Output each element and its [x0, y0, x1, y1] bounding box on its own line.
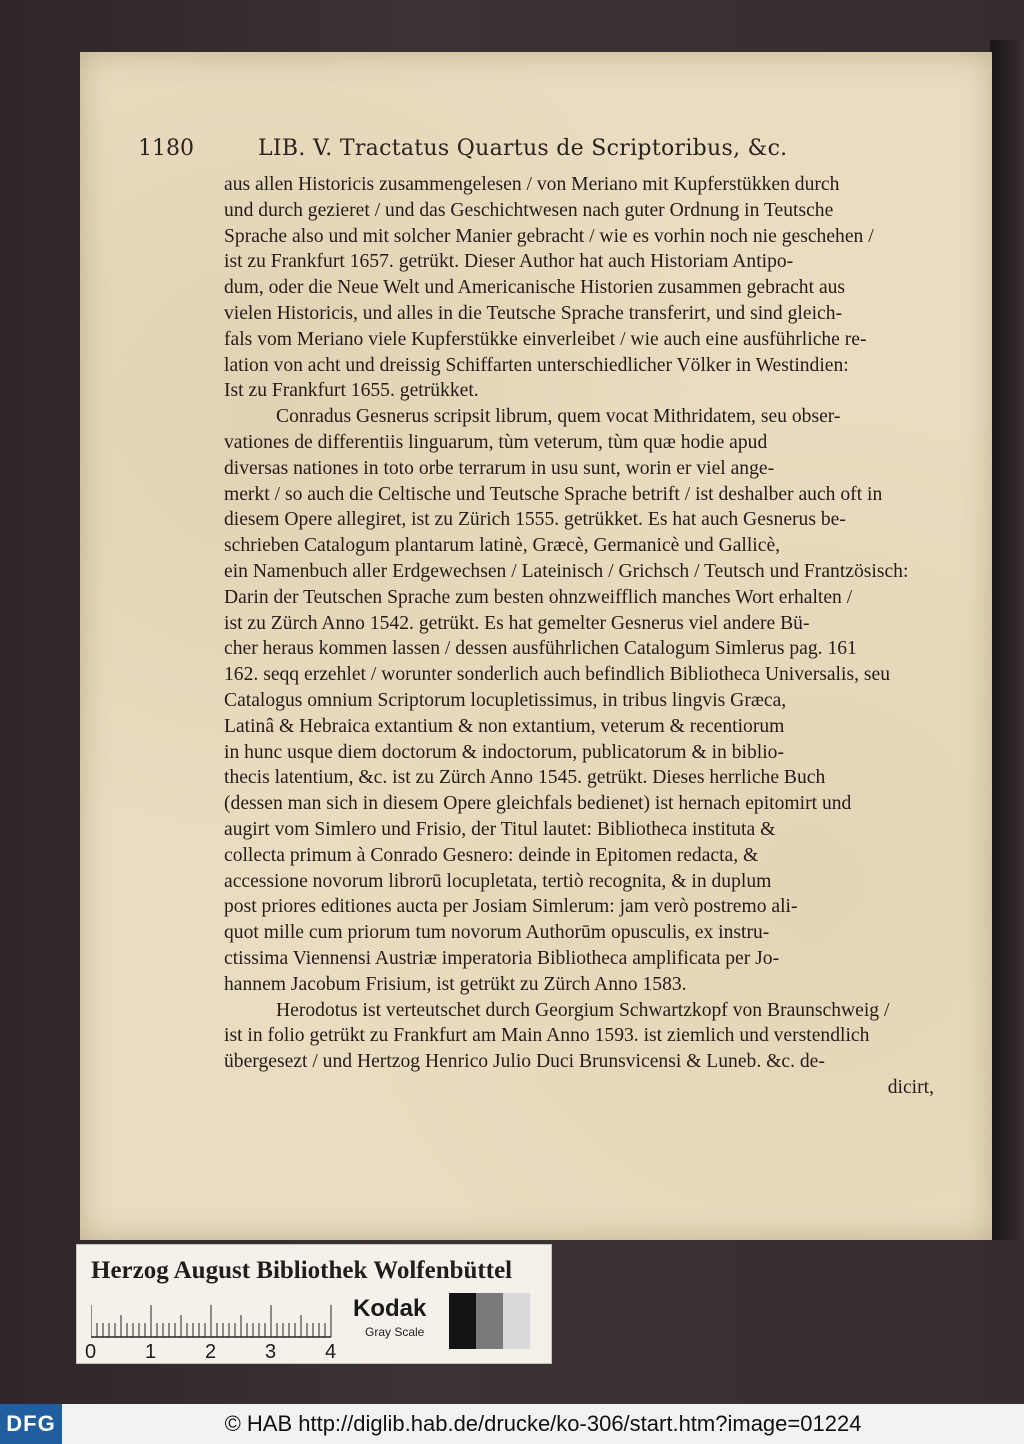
ruler-number: 3 [265, 1341, 277, 1363]
gray-scale-label: Gray Scale [365, 1325, 425, 1339]
body-text [224, 172, 934, 1101]
text-line: fals vom Meriano viele Kupferstükke einverleibet / wie auch eine ausführliche re- [224, 328, 867, 350]
kodak-logo: Kodak [353, 1295, 427, 1322]
text-line: Conradus Gesnerus scripsit librum, quem vocat Mithridatem, seu obser- [276, 406, 841, 428]
text-line: 162. seqq erzehlet / worunter sonderlich auch befindlich Bibliotheca Universalis, seu [224, 664, 890, 686]
text-line: diesem Opere allegiret, ist zu Zürich 1555. getrükket. Es hat auch Gesnerus be- [224, 509, 846, 531]
text-line: schrieben Catalogum plantarum latinè, Græcè, Germanicè und Gallicè, [224, 535, 781, 557]
gray-swatch [449, 1293, 476, 1349]
text-line: ist zu Frankfurt 1657. getrükt. Dieser Author hat auch Historiam Antipo- [224, 251, 794, 273]
text-line: Darin der Teutschen Sprache zum besten ohnzweifflich manches Wort erhalten / [224, 586, 853, 608]
text-line: hannem Jacobum Frisium, ist getrükt zu Zürch Anno 1583. [224, 973, 687, 995]
gray-swatch [476, 1293, 503, 1349]
text-line: Herodotus ist verteutschet durch Georgium Schwartzkopf von Braunschweig / [276, 999, 890, 1021]
book-spine [990, 40, 1024, 1240]
text-line: und durch gezieret / und das Geschichtwesen nach guter Ordnung in Teutsche [224, 199, 834, 221]
ruler-number: 4 [325, 1341, 337, 1363]
text-line: (dessen man sich in diesem Opere gleichfals bedienet) ist hernach epitomirt und [224, 793, 852, 815]
text-line: ein Namenbuch aller Erdgewechsen / Lateinisch / Grichsch / Teutsch und Frantzösisch: [224, 560, 909, 582]
text-line: vationes de differentiis linguarum, tùm veterum, tùm quæ hodie apud [224, 431, 768, 453]
text-line: Sprache also und mit solcher Manier gebracht / wie es vorhin noch nie geschehen / [224, 225, 874, 247]
text-line: Ist zu Frankfurt 1655. getrükket. [224, 380, 479, 402]
text-line: ist zu Zürch Anno 1542. getrükt. Es hat gemelter Gesnerus viel andere Bü- [224, 612, 810, 634]
library-name: Herzog August Bibliothek Wolfenbüttel [91, 1257, 513, 1284]
text-line: lation von acht und dreissig Schiffarten unterschiedlicher Völker in Westindien: [224, 354, 849, 376]
ruler-number: 1 [145, 1341, 157, 1363]
text-line: aus allen Historicis zusammengelesen / von Meriano mit Kupferstükken durch [224, 174, 840, 195]
gray-scale-swatches [449, 1293, 530, 1349]
text-line: cher heraus kommen lassen / dessen ausführlichen Catalogum Simlerus pag. 161 [224, 638, 857, 660]
text-line: ist in folio getrükt zu Frankfurt am Main Anno 1593. ist ziemlich und verstendlich [224, 1025, 870, 1047]
text-line: diversas nationes in toto orbe terrarum in usu sunt, worin er viel ange- [224, 457, 775, 479]
text-line: augirt vom Simlero und Frisio, der Titul lautet: Bibliotheca instituta & [224, 818, 776, 840]
text-line: Catalogus omnium Scriptorum locupletissimus, in tribus lingvis Græca, [224, 689, 787, 711]
text-line: Latinâ & Hebraica extantium & non extantium, veterum & recentiorum [224, 715, 785, 737]
text-line: merkt / so auch die Celtische und Teutsche Sprache betrift / ist deshalber auch oft in [224, 483, 883, 505]
running-title: LIB. V. Tractatus Quartus de Scriptoribus, &c. [258, 136, 788, 161]
text-line: thecis latentium, &c. ist zu Zürch Anno 1545. getrükt. Dieses herrliche Buch [224, 767, 826, 789]
running-head [138, 136, 838, 170]
measurement-ruler [91, 1301, 341, 1339]
text-line: post priores editiones aucta per Josiam Simlerum: jam verò postremo ali- [224, 896, 798, 918]
text-line: accessione novorum librorū locupletata, tertiò recognita, & in duplum [224, 870, 772, 892]
gray-swatch [503, 1293, 530, 1349]
text-line: collecta primum à Conrado Gesnero: deinde in Epitomen redacta, & [224, 844, 759, 866]
text-line: dum, oder die Neue Welt und Americanische Historien zusammen gebracht aus [224, 277, 846, 299]
footer-bar [0, 1404, 1024, 1444]
text-line: in hunc usque diem doctorum & indoctorum, publicatorum & in biblio- [224, 741, 784, 763]
text-line: ctissima Viennensi Austriæ imperatoria Bibliotheca amplificata per Jo- [224, 947, 780, 969]
ruler-numbers [85, 1341, 345, 1363]
dfg-logo: DFG [0, 1404, 62, 1444]
text-line: dicirt, [887, 1076, 934, 1098]
text-line: quot mille cum priorum tum novorum Authorūm opusculis, ex instru- [224, 922, 770, 944]
ruler-number: 0 [85, 1341, 97, 1363]
ruler-number: 2 [205, 1341, 217, 1363]
text-line: vielen Historicis, und alles in die Teutsche Sprache transferirt, und sind gleich- [224, 302, 843, 324]
page-number: 1180 [138, 136, 194, 161]
copyright-url: © HAB http://diglib.hab.de/drucke/ko-306/start.htm?image=01224 [224, 1411, 862, 1436]
text-line: übergesezt / und Hertzog Henrico Julio Duci Brunsvicensi & Luneb. &c. de- [224, 1051, 825, 1073]
library-label-card [76, 1244, 552, 1364]
